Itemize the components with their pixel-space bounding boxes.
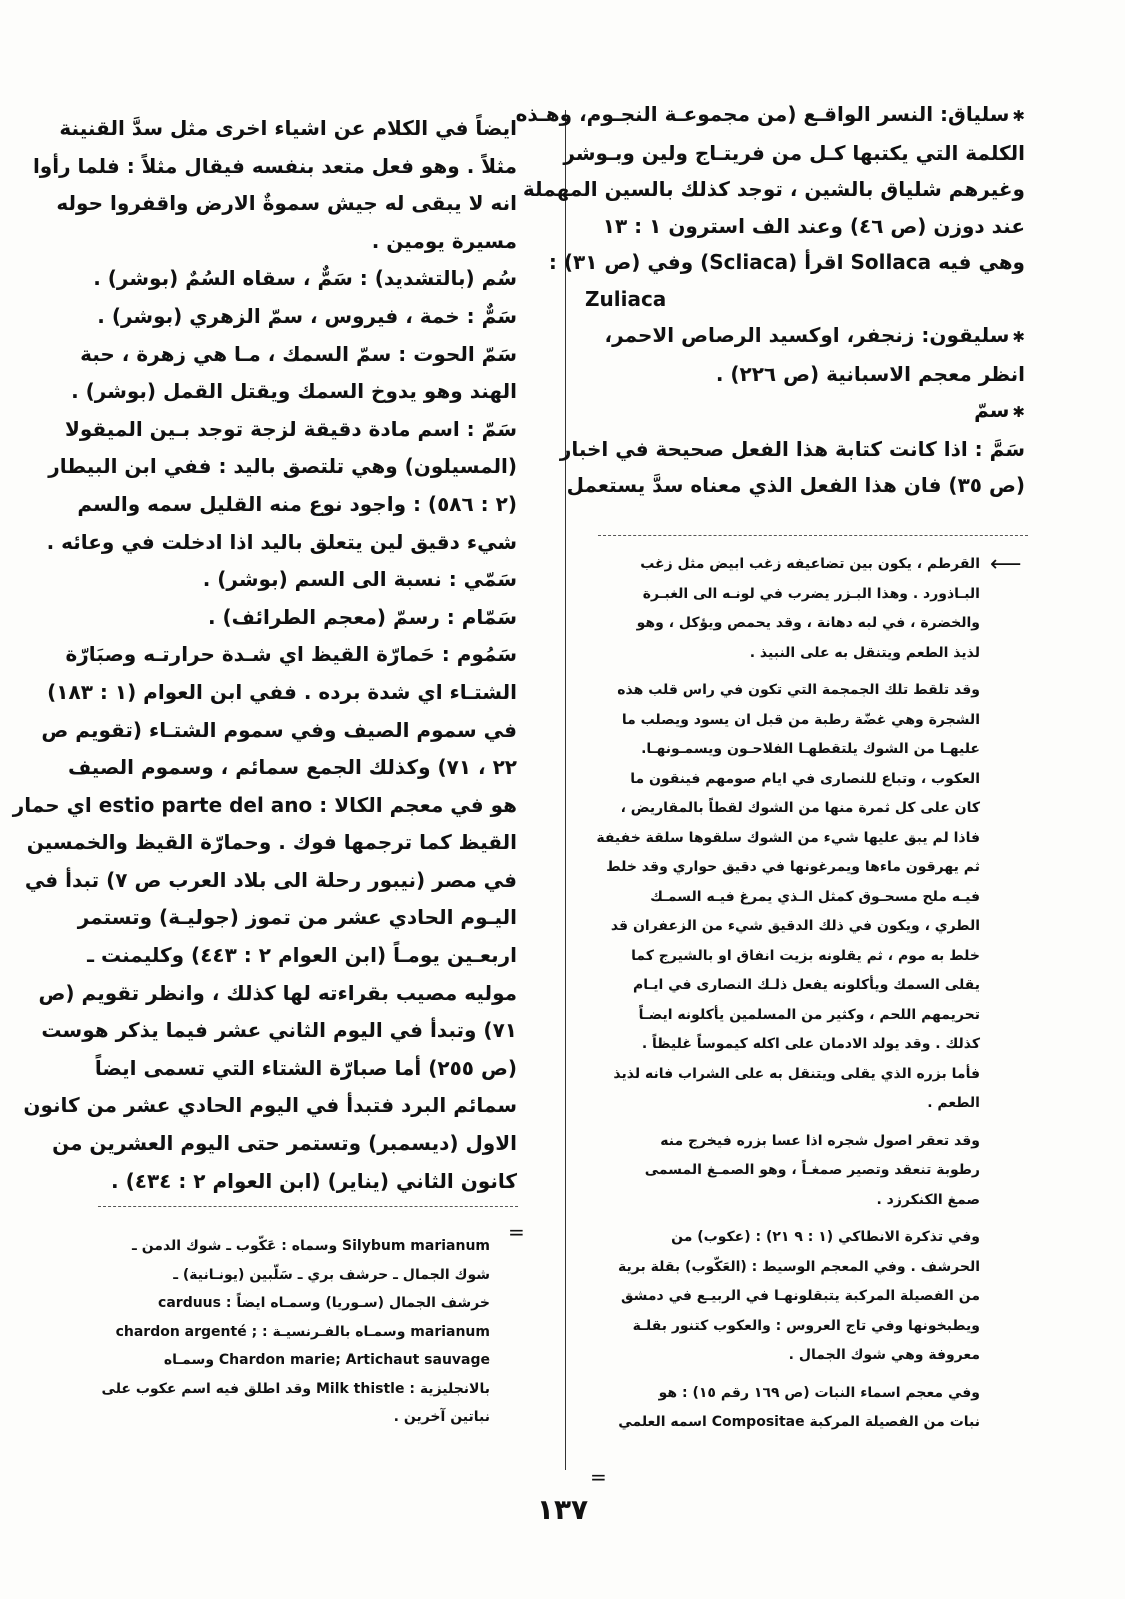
page-number: ١٣٧ bbox=[536, 1493, 589, 1526]
text-line: سمائم البرد فتبدأ في اليوم الحادي عشر من كانون bbox=[23, 1093, 517, 1118]
text-line: نباتين آخرين . bbox=[393, 1409, 490, 1425]
text-line: وقد تعقر اصول شجره اذا عسا بزره فيخرج منه bbox=[660, 1132, 980, 1149]
text-line: عند دوزن (ص ٤٦) وعند الف استرون ١ : ١٣ bbox=[602, 213, 1025, 238]
text-line: القيظ كما ترجمها فوك . وحمارّة القيظ والخمسين bbox=[26, 830, 517, 855]
text-line: القرطم ، يكون بين تضاعيفه زغب ابيض مثل زغب bbox=[640, 556, 980, 572]
text-line: (المسيلون) وهي تلتصق باليد : ففي ابن البيطار bbox=[48, 454, 517, 479]
text-line: انه لا يبقى له جيش سموةٌ الارض واقفروا حوله bbox=[56, 191, 517, 216]
text-line: الشتـاء اي شدة برده . ففي ابن العوام (١ : ١٨٣) bbox=[47, 679, 517, 704]
paragraph-gap bbox=[588, 668, 980, 676]
text-line: البـاذورد . وهذا البـزر يضرب في لونـه الى الغبـرة bbox=[642, 585, 980, 602]
text-line: مثلاً . وهو فعل متعد بنفسه فيقال مثلاً : فلما رأوا bbox=[32, 153, 517, 178]
text-line: ٧١) وتبدأ في اليوم الثاني عشر فيما يذكر هوست bbox=[41, 1018, 517, 1043]
text-line: ايضاً في الكلام عن اشياء اخرى مثل سدَّ القنينة bbox=[59, 116, 517, 140]
text-line: الطعم . bbox=[927, 1095, 980, 1111]
text-line: صمغ الكنكرزد . bbox=[876, 1191, 980, 1208]
text-line: سَمٌّ : خمة ، فيروس ، سمّ الزهري (بوشر) . bbox=[97, 303, 517, 328]
text-line: الهند وهو يدوخ السمك ويقتل القمل (بوشر) . bbox=[71, 379, 517, 404]
text-line: (ص ٢٥٥) أما صبارّة الشتاء التي تسمى ايضاً bbox=[94, 1055, 517, 1080]
column-divider bbox=[565, 110, 566, 1470]
text-line: في مصر (نيبور رحلة الى بلاد العرب ص ٧) تبدأ في bbox=[24, 867, 517, 892]
text-line: marianum وسمـاه بالفـرنسيـة : ; chardon argenté bbox=[115, 1323, 490, 1340]
text-line: وفي تذكرة الانطاكي (١ : ٩ ٢١) : (عكوب) من bbox=[671, 1229, 980, 1245]
text-line: اربعـين يومـاً (ابن العوام ٢ : ٤٤٣) وكليمنت ـ bbox=[87, 943, 517, 968]
text-line: Chardon marie; Artichaut sauvage وسمـاه bbox=[163, 1352, 490, 1368]
text-line: سَمَّ : اذا كانت كتابة هذا الفعل صحيحة في اخبار bbox=[559, 436, 1025, 461]
text-line: سَمُوم : حَمارّة القيظ اي شـدة حرارتـه وصبَارّة bbox=[65, 642, 517, 667]
text-line: فأما بزره الذي يقلى ويتنقل به على الشراب فانه لذيذ bbox=[613, 1065, 980, 1082]
text-line: انظر معجم الاسبانية (ص ٢٢٦) . bbox=[715, 361, 1025, 386]
text-line: اليـوم الحادي عشر من تموز (جوليـة) وتستمر bbox=[77, 905, 517, 930]
text-line: ٢٢ ، ٧١) وكذلك الجمع سمائم ، وسموم الصيف bbox=[67, 755, 517, 780]
text-line: في سموم الصيف وفي سموم الشتـاء (تقويم ص bbox=[41, 717, 517, 742]
text-line: الشجرة وهي غضّة رطبة من قبل ان يسود ويصلب ما bbox=[621, 711, 980, 728]
right-column-footnotes bbox=[588, 550, 980, 1438]
text-line: خرشف الجمال (سـوريا) وسمـاه ايضاً : carduus bbox=[158, 1295, 490, 1311]
text-line: العكوب ، وتباع للنصارى في ايام صومهم فينقون ما bbox=[630, 770, 980, 787]
text-line: (٢ : ٥٨٦) : واجود نوع منه القليل سمه والسم bbox=[77, 491, 517, 516]
text-line: سُم (بالتشديد) : سَمٌّ ، سقاه السُمٌ (بوشر) . bbox=[93, 266, 517, 291]
text-line: عليهـا من الشوك يلتقطهـا الفلاحـون ويسمـونهـا. bbox=[641, 741, 980, 757]
text-line: ويطبخونها وفي تاج العروس : والعكوب كتنور بقلـة bbox=[632, 1317, 980, 1334]
text-line: كان على كل ثمرة منها من الشوك لقطاً بالمقاريض ، bbox=[620, 800, 980, 816]
text-line: الاول (ديسمبر) وتستمر حتى اليوم العشرين من bbox=[52, 1131, 517, 1156]
text-line: Silybum marianum وسماه : عَكّوب ـ شوك الدمن ـ bbox=[132, 1238, 490, 1254]
text-line: مسيرة يومين . bbox=[371, 228, 517, 253]
right-column-main-text bbox=[515, 96, 1025, 504]
text-line: فيـه ملح مسحـوق كمثل الـذي يمرغ فيـه السمـك bbox=[650, 888, 980, 905]
text-line: هو في معجم الكالا : estio parte del ano اي حمار bbox=[12, 792, 517, 817]
text-line: خلط به موم ، ثم يقلونه بزيت انفاق او بالشيرج كما bbox=[631, 947, 980, 964]
text-line: سَمّي : نسبة الى السم (بوشر) . bbox=[202, 567, 517, 592]
text-line: كذلك . وقد يولد الادمان على اكله كيموساً غليظاً . bbox=[641, 1036, 980, 1052]
text-line: نبات من الفصيلة المركبة Compositae اسمه العلمي bbox=[618, 1414, 980, 1430]
text-line: لذيذ الطعم ويتنقل به على النبيذ . bbox=[749, 644, 980, 661]
left-column-footnotes bbox=[100, 1232, 490, 1432]
text-line: سَمّ : اسم مادة دقيقة لزجة توجد بـين الميقولا bbox=[64, 416, 517, 441]
text-line: Zuliaca bbox=[585, 286, 667, 311]
text-line: وغيرهم شلياق بالشين ، توجد كذلك بالسين المهملة bbox=[522, 177, 1025, 201]
text-line: الطري ، ويكون في ذلك الدقيق شيء من الزعفران قد bbox=[610, 918, 980, 934]
text-line: يقلى السمك ويأكلونه يفعل ذلـك النصارى في ايـام bbox=[632, 977, 980, 993]
text-line: ✱ سمّ bbox=[585, 392, 1025, 431]
text-line: سَمّام : رسمّ (معجم الطرائف) . bbox=[207, 604, 517, 629]
text-line: تحريمهم اللحم ، وكثير من المسلمين يأكلونه ايضـاً bbox=[638, 1006, 980, 1023]
text-line: موليه مصيب بقراءته لها كذلك ، وانظر تقويم (ص bbox=[38, 980, 517, 1005]
text-line: من الفصيلة المركبة يتبقلونهـا في الربيـع في دمشق bbox=[621, 1288, 980, 1304]
continuation-marker-right: = bbox=[590, 1465, 607, 1489]
footnote-separator-right bbox=[598, 535, 1028, 536]
continuation-arrow-icon: ⟵ bbox=[990, 552, 1022, 577]
text-line: الكلمة التي يكتبها كـل من فريتـاج ولين وبـوشر bbox=[563, 140, 1025, 165]
text-line: ✱ سليقون: زنجفر، اوكسيد الرصاص الاحمر، bbox=[585, 317, 1025, 356]
text-line: شيء دقيق لين يتعلق باليد اذا ادخلت في وعائه . bbox=[46, 529, 517, 554]
text-line: والخضرة ، في لبه دهانة ، وقد يحمص ويؤكل ، وهو bbox=[636, 615, 980, 631]
text-line: فاذا لم يبق عليها شيء من الشوك سلقوها سلقة خفيفة bbox=[596, 829, 980, 846]
left-column-main-text bbox=[12, 110, 517, 1200]
text-line: وهي فيه Sollaca اقرأ (Scliaca) وفي (ص ٣١) : bbox=[548, 250, 1025, 274]
text-line: شوك الجمال ـ حرشف بري ـ سَلّبين (يونـانية) ـ bbox=[173, 1266, 490, 1283]
text-line: سَمّ الحوت : سمّ السمك ، مـا هي زهرة ، حبة bbox=[80, 341, 517, 366]
footnote-separator-left bbox=[98, 1206, 518, 1207]
text-line: وقد تلقط تلك الجمجمة التي تكون في راس قلب هذه bbox=[617, 682, 980, 698]
text-line: بالانجليزية : Milk thistle وقد اطلق فيه اسم عكوب على bbox=[101, 1380, 490, 1397]
text-line: (ص ٣٥) فان هذا الفعل الذي معناه سدَّ يستعمل bbox=[566, 473, 1025, 497]
text-line: الحرشف . وفي المعجم الوسيط : (العَكّوب) بقلة برية bbox=[618, 1258, 980, 1275]
paragraph-gap bbox=[588, 1371, 980, 1379]
text-line: ✱ سلياق: النسر الواقـع (من مجموعـة النجـوم، وهـذه bbox=[585, 96, 1025, 135]
text-line: وفي معجم اسماء النبات (ص ١٦٩ رقم ١٥) : هو bbox=[658, 1384, 980, 1401]
continuation-marker-left: = bbox=[508, 1220, 525, 1244]
paragraph-gap bbox=[588, 1119, 980, 1127]
text-line: كانون الثاني (يناير) (ابن العوام ٢ : ٤٣٤) . bbox=[111, 1168, 517, 1193]
text-line: معروفة وهي شوك الجمال . bbox=[788, 1347, 980, 1363]
paragraph-gap bbox=[588, 1215, 980, 1223]
text-line: ثم يهرقون ماءها ويمرغونها في دقيق حواري وقد خلط bbox=[606, 859, 980, 875]
text-line: رطوبة تنعقد وتصير صمغـاً ، وهو الصمـغ المسمى bbox=[644, 1162, 980, 1178]
